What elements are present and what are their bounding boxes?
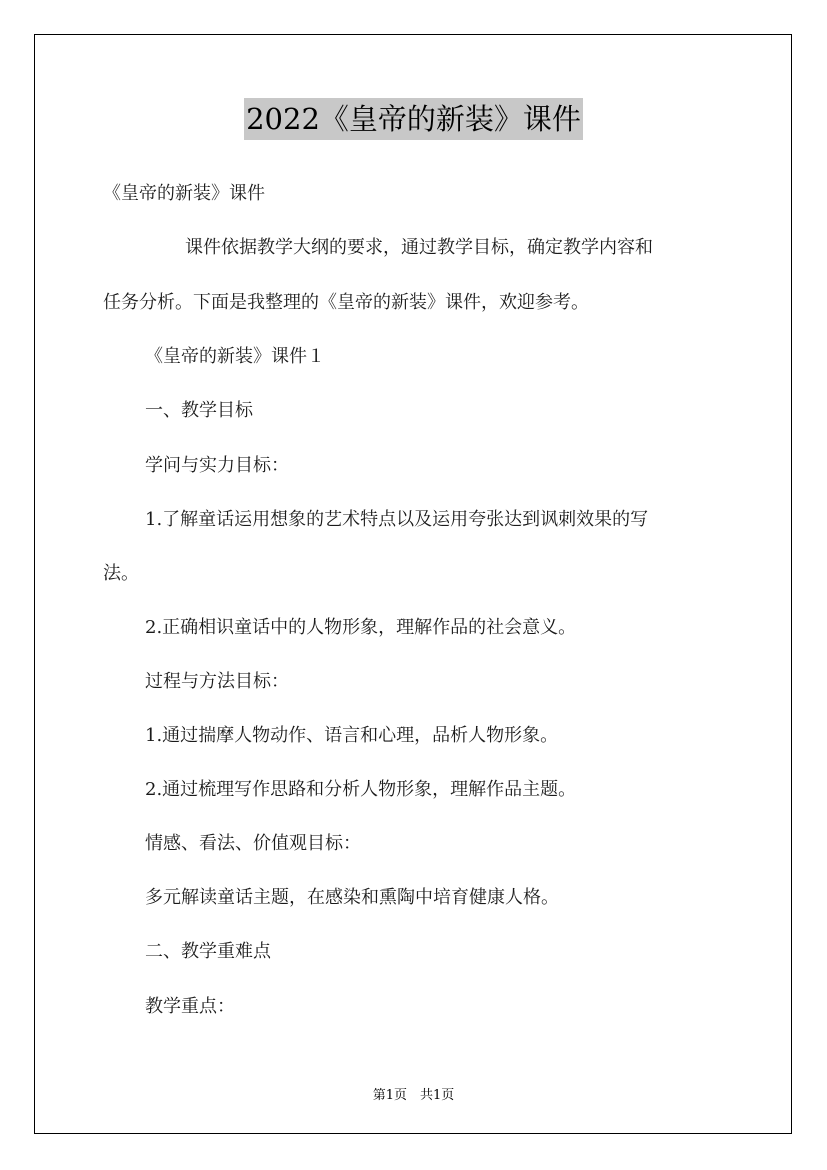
paragraph-line: 情感、看法、价值观目标： xyxy=(145,833,361,854)
subtitle-line: 《皇帝的新装》课件 xyxy=(103,183,265,204)
paragraph-line: 1.通过揣摩人物动作、语言和心理，品析人物形象。 xyxy=(145,725,559,746)
document-title: 2022《皇帝的新装》课件 xyxy=(244,98,583,140)
section-heading: 《皇帝的新装》课件１ xyxy=(145,346,325,367)
title-container xyxy=(0,98,827,140)
paragraph-line: 过程与方法目标： xyxy=(145,671,289,692)
paragraph-line: 法。 xyxy=(103,563,139,584)
paragraph-line: 教学重点： xyxy=(145,996,235,1017)
paragraph-line: 2.通过梳理写作思路和分析人物形象，理解作品主题。 xyxy=(145,779,577,800)
paragraph-line: 2.正确相识童话中的人物形象，理解作品的社会意义。 xyxy=(145,617,577,638)
paragraph-line: 学问与实力目标： xyxy=(145,455,289,476)
page-footer: 第1页 共1页 xyxy=(372,1088,455,1103)
section-heading: 一、教学目标 xyxy=(145,400,253,421)
paragraph-line: 课件依据教学大纲的要求，通过教学目标，确定教学内容和 xyxy=(185,237,653,258)
section-heading: 二、教学重难点 xyxy=(145,941,271,962)
paragraph-line: 任务分析。下面是我整理的《皇帝的新装》课件，欢迎参考。 xyxy=(103,292,589,313)
paragraph-line: 1.了解童话运用想象的艺术特点以及运用夸张达到讽刺效果的写 xyxy=(145,509,649,530)
paragraph-line: 多元解读童话主题，在感染和熏陶中培育健康人格。 xyxy=(145,887,559,908)
